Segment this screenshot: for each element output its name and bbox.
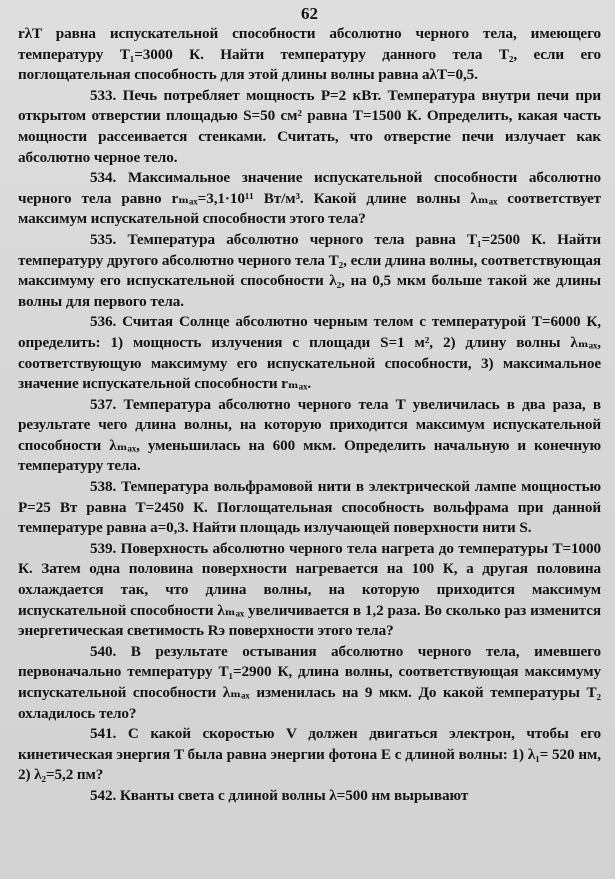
page-number: 62 xyxy=(301,4,318,23)
problem-539 xyxy=(18,539,601,642)
problem-number: 538. xyxy=(90,478,117,496)
problem-text: Считая Солнце абсолютно черным телом с температурой T=6000 К, определить: 1) мощность излучения с площади S=1 м², 2) длину волны λₘₐₓ, соответствующую максимуму его испускательной способности, 3) максимальное значение испускательной способности rₘₐₓ. xyxy=(18,313,601,393)
problem-number: 540. xyxy=(90,642,117,660)
problem-541 xyxy=(18,724,601,786)
intro-paragraph xyxy=(18,24,601,86)
problem-text: В результате остывания абсолютно черного тела, имевшего первоначально температуру T₁=2900 К, длина волны, соответствующая максимуму испускательной способности λₘₐₓ изменилась на 9 мкм. До какой температуры T₂ охладилось тело? xyxy=(18,642,601,722)
problem-text: Температура абсолютно черного тела равна T₁=2500 К. Найти температуру другого абсолютно черного тела T₂, если длина волны, соответствующая максимуму его испускательной способности λ₂, на 0,5 мкм больше такой же длины волны для первого тела. xyxy=(18,230,601,310)
problem-535 xyxy=(18,230,601,312)
problem-text: Поверхность абсолютно черного тела нагрета до температуры T=1000 К. Затем одна половина поверхности нагревается на 100 К, а другая половина охлаждается так, что длина волны, на которую приходится максимум испускательной способности λₘₐₓ увеличивается в 1,2 раза. Во сколько раз изменится энергетическая светимость Rэ поверхности этого тела? xyxy=(18,539,602,640)
problem-number: 536. xyxy=(90,313,117,331)
problem-number: 533. xyxy=(90,86,117,104)
problem-537 xyxy=(18,395,601,477)
problem-538 xyxy=(18,477,601,539)
problem-text: Температура вольфрамовой нити в электрической лампе мощностью P=25 Вт равна T=2450 К. Поглощательная способность вольфрама при данной температуре равна a=0,3. Найти площадь излучающей поверхности нити S. xyxy=(18,478,602,537)
problem-text: Максимальное значение испускательной способности абсолютно черного тела равно rₘₐₓ=3,1·10¹¹ Вт/м³. Какой длине волны λₘₐₓ соответствует максимум испускательной способности этого тела? xyxy=(18,169,602,228)
problem-number: 534. xyxy=(90,169,117,187)
problem-number: 539. xyxy=(90,539,117,557)
problem-text: Кванты света с длиной волны λ=500 нм вырывают xyxy=(119,786,469,804)
problem-number: 542. xyxy=(90,786,117,804)
problem-534 xyxy=(18,168,601,230)
problem-text: Температура абсолютно черного тела T увеличилась в два раза, в результате чего длина волны, на которую приходится максимум испускательной способности λₘₐₓ, уменьшилась на 600 мкм. Определить начальную и конечную температуру тела. xyxy=(18,395,601,475)
problem-540 xyxy=(18,642,601,724)
problem-number: 541. xyxy=(90,725,117,743)
problem-text: С какой скоростью V должен двигаться электрон, чтобы его кинетическая энергия T была равна энергии фотона E с длиной волны: 1) λ₁= 520 нм, 2) λ₂=5,2 пм? xyxy=(18,725,601,784)
problem-text: Печь потребляет мощность P=2 кВт. Температура внутри печи при открытом отверстии площадью S=50 см² равна T=1500 К. Определить, какая часть мощности рассеивается стенками. Считать, что отверстие печи излучает как абсолютно черное тело. xyxy=(18,86,601,166)
problem-542 xyxy=(18,786,601,807)
problem-number: 537. xyxy=(90,395,117,413)
intro-text: rλT равна испускательной способности абсолютно черного тела, имеющего температуру T₁=3000 К. Найти температуру данного тела T₂, если его поглощательная способность для этой длины волны равна aλT=0,5. xyxy=(18,25,601,84)
problem-536 xyxy=(18,312,601,394)
problem-533 xyxy=(18,86,601,168)
problem-number: 535. xyxy=(90,230,117,248)
